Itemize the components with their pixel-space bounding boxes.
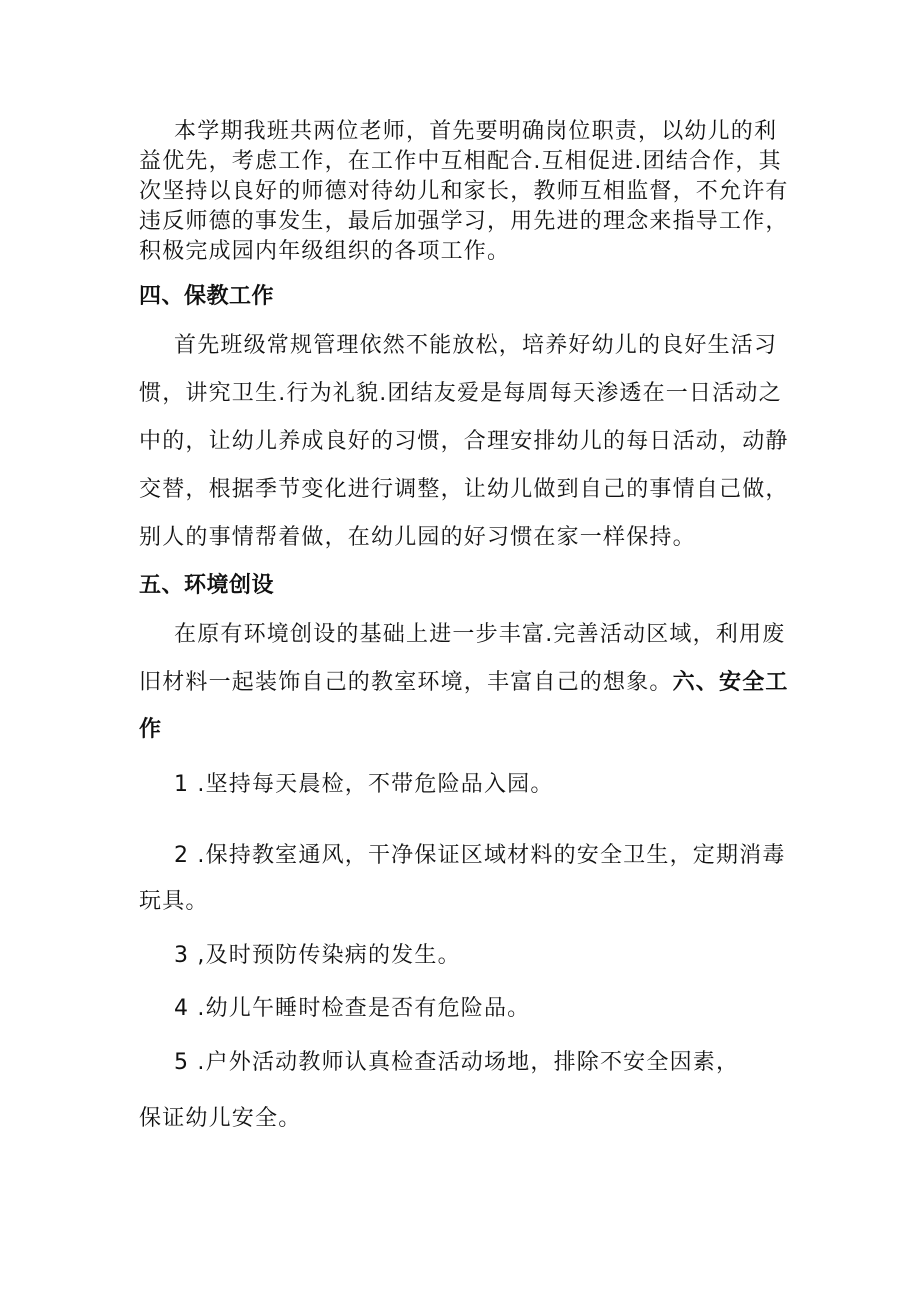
- paragraph-line: 中的，让幼儿养成良好的习惯，合理安排幼儿的每日活动，动静: [139, 429, 789, 454]
- list-item: 3 ,及时预防传染病的发生。: [174, 943, 461, 968]
- paragraph-line: 积极完成园内年级组织的各项工作。: [139, 239, 511, 264]
- section-heading-inline: 六、安全工: [672, 670, 789, 695]
- list-item: 5 .户外活动教师认真检查活动场地，排除不安全因素，: [174, 1050, 740, 1075]
- paragraph-line: 本学期我班共两位老师，首先要明确岗位职责，以幼儿的利: [174, 119, 778, 144]
- paragraph-line: 违反师德的事发生，最后加强学习，用先进的理念来指导工作，: [139, 209, 789, 234]
- list-item: 1 .坚持每天晨检，不带危险品入园。: [174, 772, 554, 797]
- paragraph-line: 次坚持以良好的师德对待幼儿和家长，教师互相监督，不允许有: [139, 179, 789, 204]
- section-heading: 四、保教工作: [139, 284, 275, 309]
- list-item: 4 .幼儿午睡时检查是否有危险品。: [174, 996, 531, 1021]
- list-item-continued: 玩具。: [139, 889, 209, 914]
- paragraph-line: 在原有环境创设的基础上进一步丰富.完善活动区域，利用废: [174, 622, 786, 647]
- paragraph-text: 旧材料一起装饰自己的教室环境，丰富自己的想象。: [139, 670, 673, 695]
- paragraph-line: 惯，讲究卫生.行为礼貌.团结友爱是每周每天渗透在一日活动之: [139, 381, 782, 406]
- section-heading: 五、环境创设: [139, 573, 275, 598]
- list-item: 2 .保持教室通风，干净保证区域材料的安全卫生，定期消毒: [174, 843, 786, 868]
- paragraph-line: 别人的事情帮着做，在幼儿园的好习惯在家一样保持。: [139, 525, 696, 550]
- paragraph-line: [139, 665, 789, 696]
- paragraph-line: 益优先，考虑工作，在工作中互相配合.互相促进.团结合作，其: [139, 149, 782, 174]
- list-item-continued: 保证幼儿安全。: [139, 1106, 302, 1131]
- paragraph-line: 交替，根据季节变化进行调整，让幼儿做到自己的事情自己做，: [139, 477, 789, 502]
- paragraph-line: 首先班级常规管理依然不能放松，培养好幼儿的良好生活习: [174, 333, 778, 358]
- section-heading-continued: 作: [139, 717, 163, 742]
